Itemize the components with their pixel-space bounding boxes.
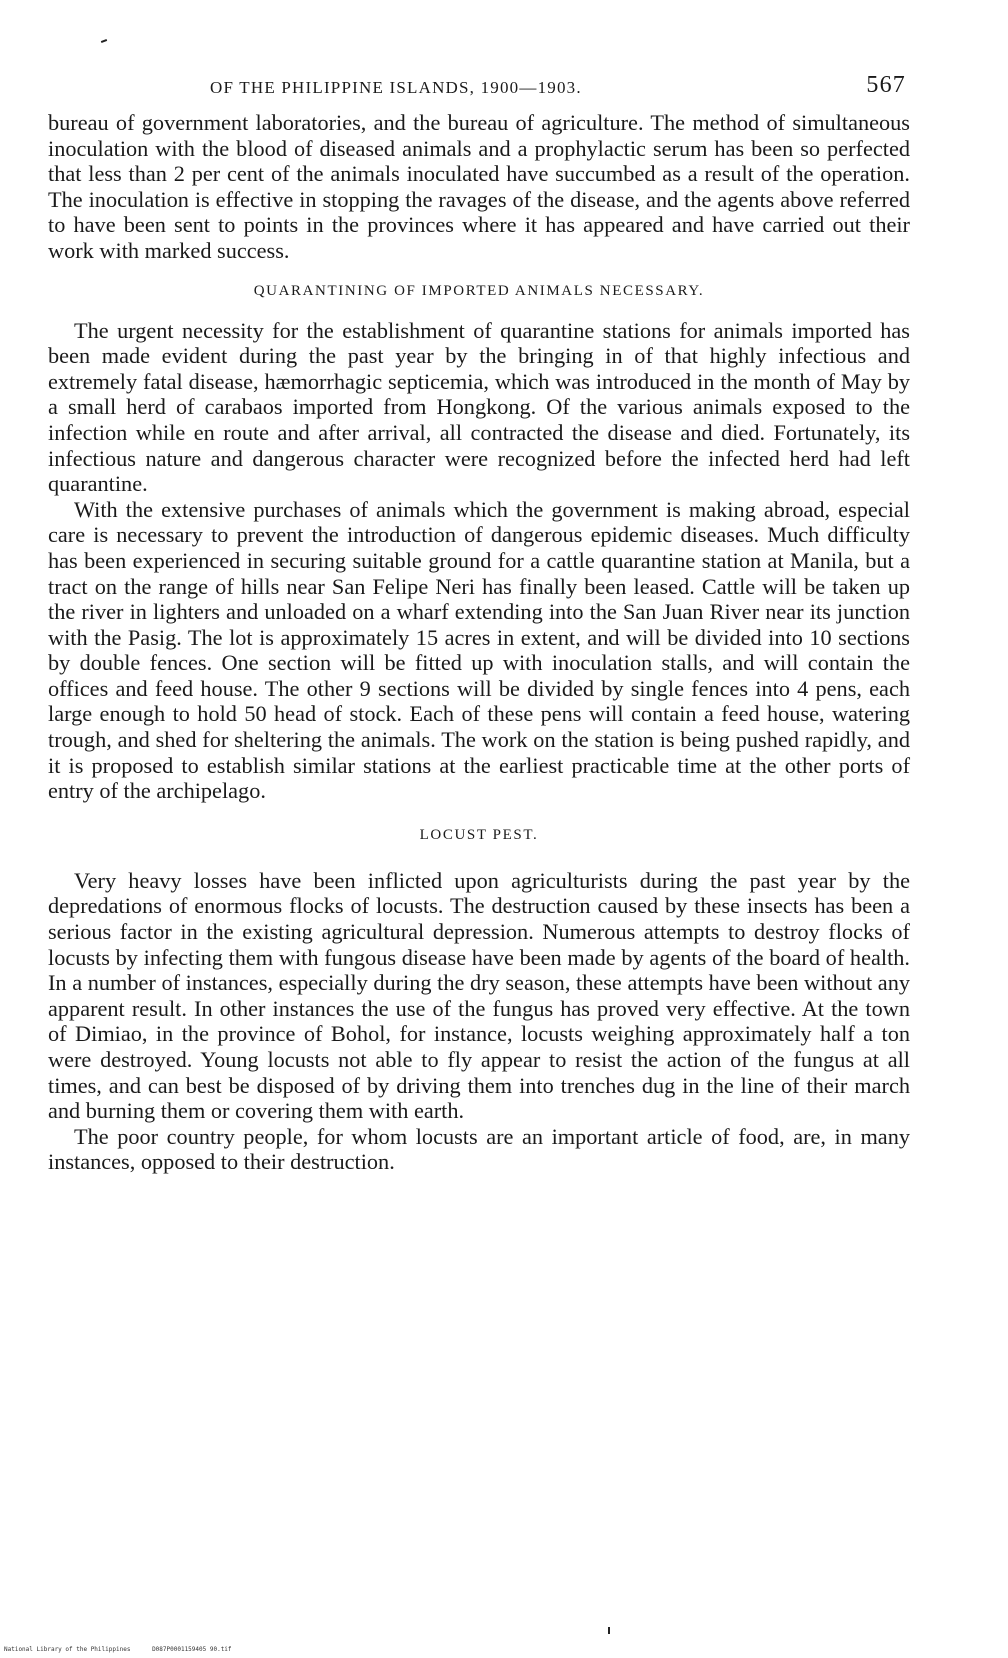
locust-paragraph-1: Very heavy losses have been inflicted upon agriculturists during the past year by the depredations of enormous flocks of locusts. The destruction caused by these insects has been a serious factor in the existing agricultural depression. Numerous attempts to destroy flocks of locusts by infecting them with fungous disease have been made by agents of the board of health. In a number of instances, especially during the dry season, these attempts have been without any apparent result. In other instances the use of the fungus has proved very effective. At the town of Dimiao, in the province of Bohol, for instance, locusts weighing approximately half a ton were destroyed. Young locusts not able to fly appear to resist the action of the fungus at all times, and can best be disposed of by driving them into trenches dug in the line of their march and burning them or covering them with earth. (48, 867, 910, 1124)
quarantine-paragraph-1: The urgent necessity for the establishment of quarantine stations for animals imported has been made evident during the past year by the bringing in of that highly infectious and extremely fatal disease, hæmorrhagic septicemia, which was introduced in the month of May by a small herd of carabaos imported from Hongkong. Of the various animals exposed to the infection while en route and after arrival, all contracted the disease and died. Fortunately, its infectious nature and dangerous character were recognized before the infected herd had left quarantine. (48, 317, 910, 497)
footer-library: National Library of the Philippines (4, 1646, 131, 1653)
scan-footer (4, 1646, 250, 1653)
section-heading-quarantine: QUARANTINING OF IMPORTED ANIMALS NECESSARY. (253, 282, 705, 299)
section-heading-locust: LOCUST PEST. (419, 826, 539, 843)
page-number: 567 (866, 72, 906, 98)
quarantine-paragraph-2: With the extensive purchases of animals which the government is making abroad, especial care is necessary to prevent the introduction of dangerous epidemic diseases. Much difficulty has been experienced in securing suitable ground for a cattle quarantine station at Manila, but a tract on the range of hills near San Felipe Neri has finally been leased. Cattle will be taken up the river in lighters and unloaded on a wharf extending into the San Juan River near its junction with the Pasig. The lot is approximately 15 acres in extent, and will be divided into 10 sections by double fences. One section will be fitted up with inoculation stalls, and will contain the offices and feed house. The other 9 sections will be divided by single fences into 4 pens, each large enough to hold 50 head of stock. Each of these pens will contain a feed house, watering trough, and shed for sheltering the animals. The work on the station is being pushed rapidly, and it is proposed to establish similar stations at the earliest practicable time at the other ports of entry of the archipelago. (48, 496, 910, 804)
running-head (48, 70, 910, 110)
page (48, 70, 910, 1175)
scan-mark-bottom (608, 1627, 610, 1634)
footer-file-id: D087P0001159405 90.tif (152, 1646, 232, 1653)
continued-paragraph: bureau of government laboratories, and the bureau of agriculture. The method of simultaneous inoculation with the blood of diseased animals and a prophylactic serum has been so perfected that less than 2 per cent of the animals inoculated have succumbed as a result of the operation. The inoculation is effective in stopping the ravages of the disease, and the agents above referred to have been sent to points in the provinces where it has appeared and have carried out their work with marked success. (48, 110, 910, 263)
locust-paragraph-2: The poor country people, for whom locusts are an important article of food, are, in many instances, opposed to their destruction. (48, 1123, 910, 1175)
running-title: OF THE PHILIPPINE ISLANDS, 1900—1903. (210, 78, 582, 97)
scan-mark-top (101, 39, 107, 43)
